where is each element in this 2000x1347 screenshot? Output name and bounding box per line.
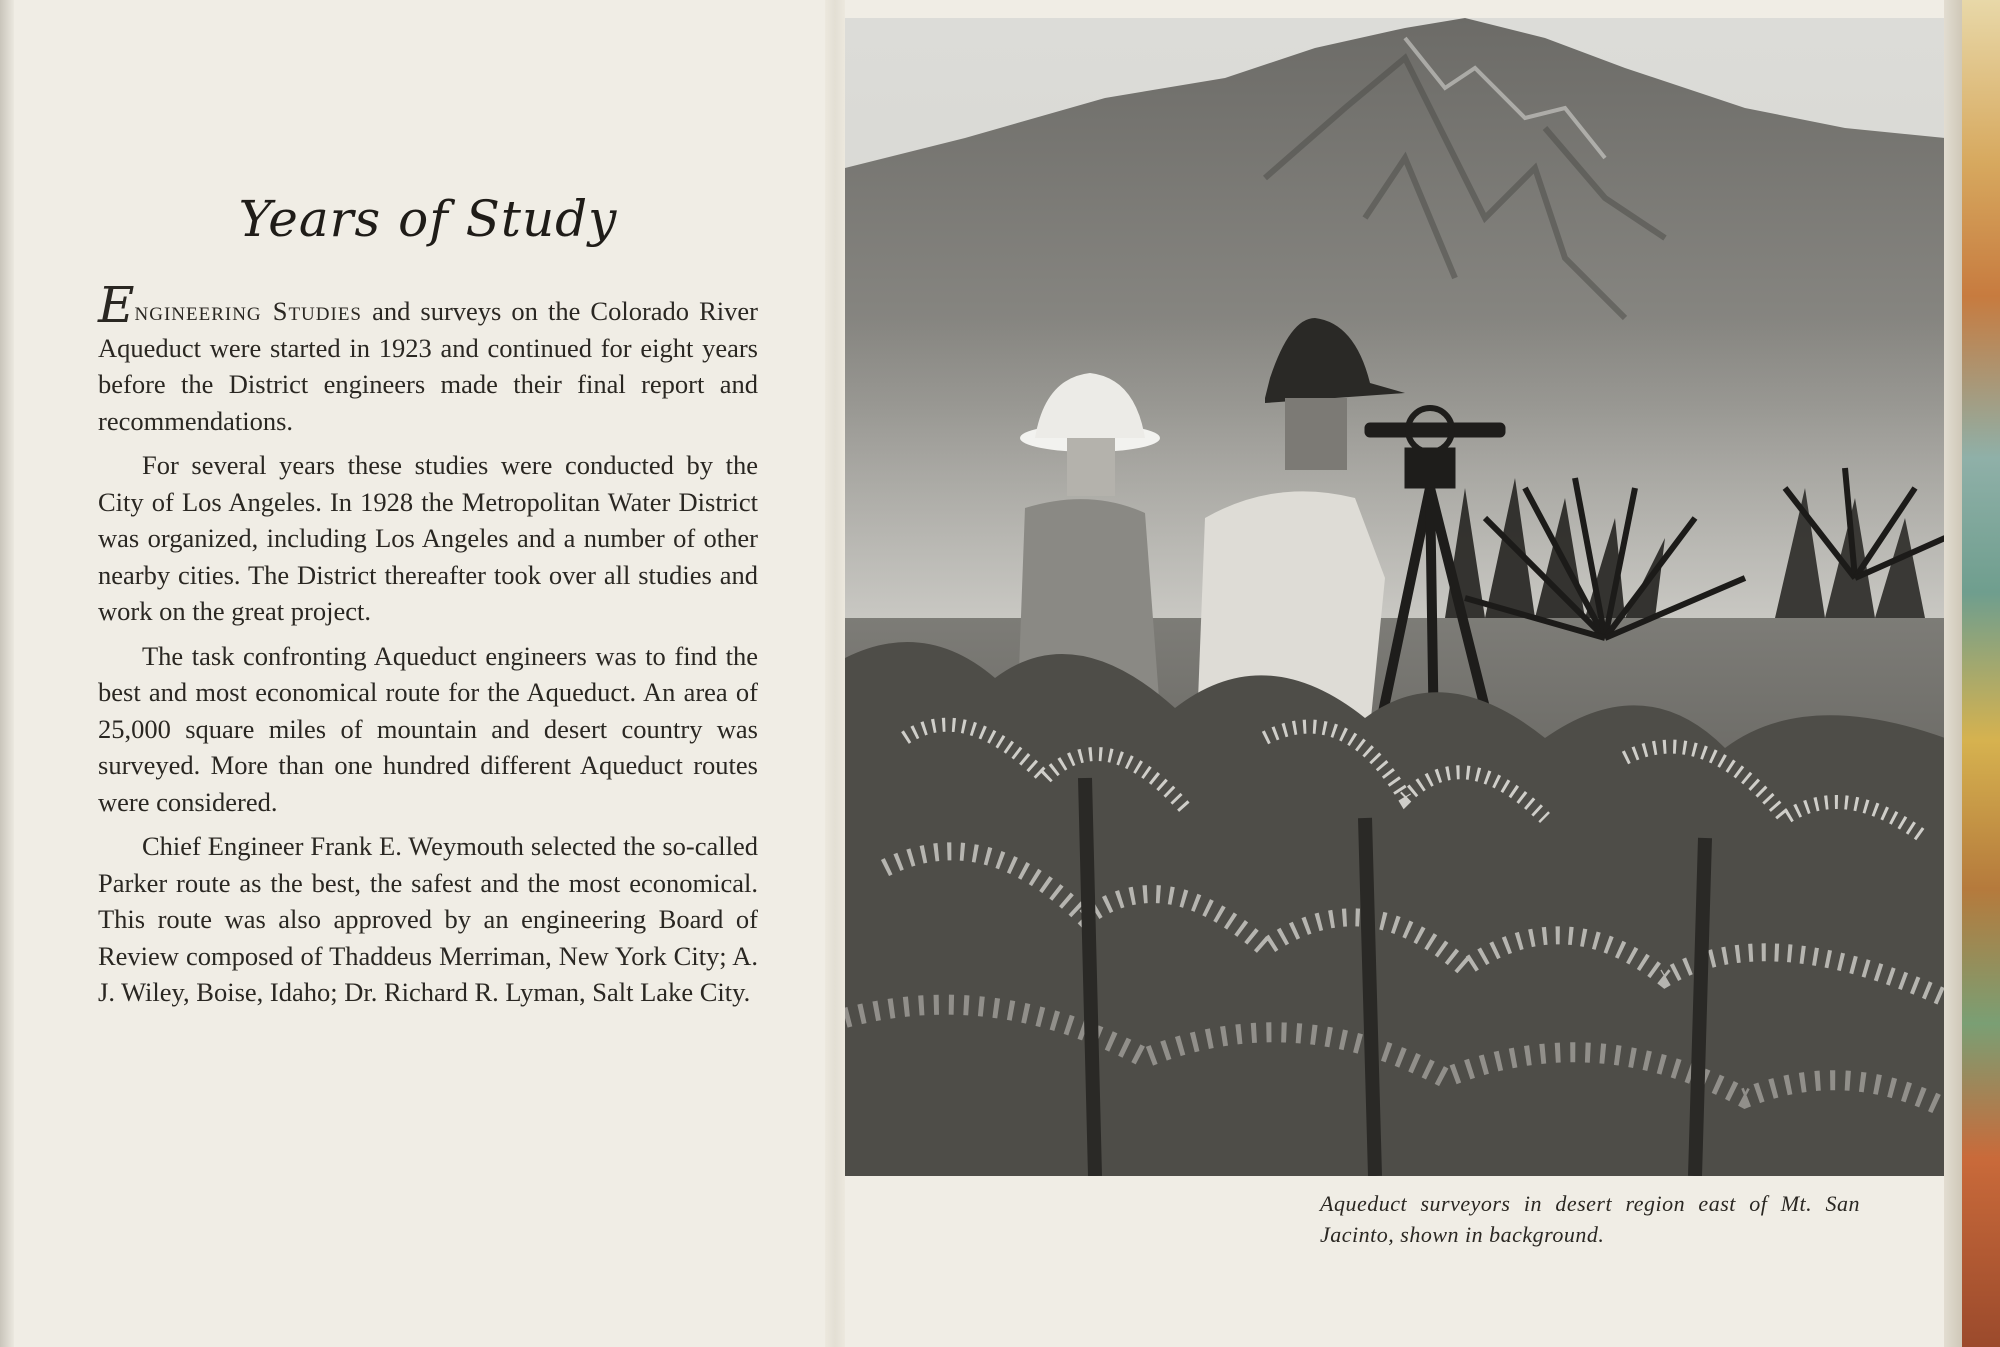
photo-caption: Aqueduct surveyors in desert region east of Mt. San Jacinto, shown in background.	[1320, 1191, 1860, 1247]
page-title: Years of Study	[238, 190, 618, 248]
cover-edge-strip	[1962, 0, 2000, 1347]
surveyors-photo	[845, 18, 1945, 1176]
cholla-cactus-foreground	[845, 642, 1945, 1176]
paragraph-4: Chief Engineer Frank E. Weymouth selected the so-called Parker route as the best, the safest and the most economical. This route was also approved by an engineering Board of Review composed of Thaddeus Merriman, New York City; A. J. Wiley, Boise, Idaho; Dr. Richard R. Lyman, Salt Lake City.	[98, 831, 758, 1007]
paragraph-2: For several years these studies were conducted by the City of Los Angeles. In 1928 the Metropolitan Water District was organized, including Los Angeles and a number of other nearby cities. The District thereafter took over all studies and work on the great project.	[98, 450, 758, 626]
page-gutter	[825, 0, 845, 1347]
paragraph-1-text: and surveys on the Colorado River Aqueduct were started in 1923 and continued for eight years before the District engineers made their final report and recommendations.	[98, 296, 758, 436]
lead-in-smallcaps: ngineering Studies	[134, 296, 362, 326]
text-column	[98, 190, 758, 1019]
paragraph-3: The task confronting Aqueduct engineers was to find the best and most economical route for the Aqueduct. An area of 25,000 square miles of mountain and desert country was surveyed. More than one hundred different Aqueduct routes were considered.	[98, 640, 758, 817]
right-page-edge	[1944, 0, 1962, 1347]
left-page-edge	[0, 0, 14, 1347]
paragraph-1	[98, 276, 758, 439]
drop-cap: E	[98, 276, 135, 334]
